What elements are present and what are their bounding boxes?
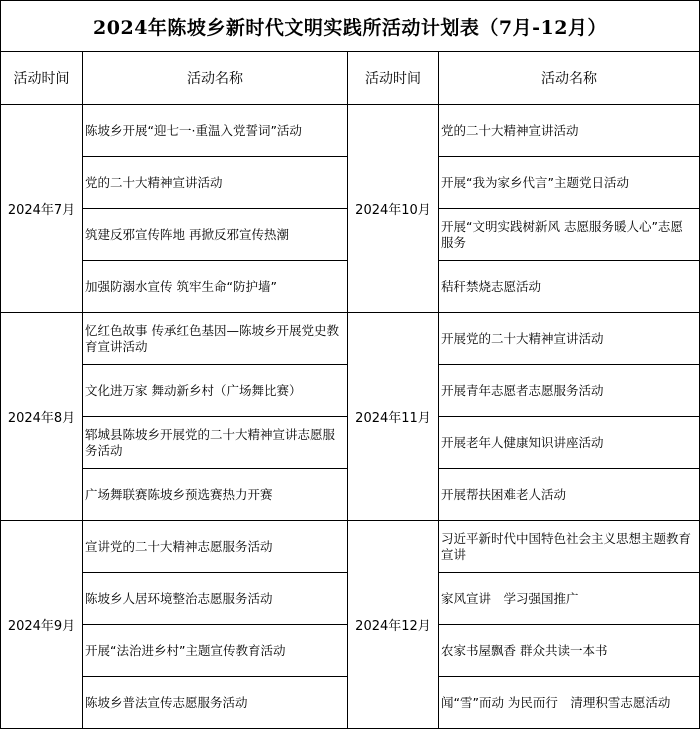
activity-cell-left: 筑建反邪宣传阵地 再掀反邪宣传热潮 xyxy=(83,209,348,261)
activity-cell-right: 开展“我为家乡代言”主题党日活动 xyxy=(439,157,700,209)
activity-cell-right: 开展帮扶困难老人活动 xyxy=(439,469,700,521)
header-name-right: 活动名称 xyxy=(439,52,700,105)
table-row xyxy=(1,105,700,157)
activity-cell-left: 郓城县陈坡乡开展党的二十大精神宣讲志愿服务活动 xyxy=(83,417,348,469)
activity-cell-right: 党的二十大精神宣讲活动 xyxy=(439,105,700,157)
activity-cell-right: 开展老年人健康知识讲座活动 xyxy=(439,417,700,469)
month-cell-right: 2024年12月 xyxy=(348,521,439,729)
activity-cell-left: 党的二十大精神宣讲活动 xyxy=(83,157,348,209)
activity-cell-left: 广场舞联赛陈坡乡预选赛热力开赛 xyxy=(83,469,348,521)
activity-cell-right: 习近平新时代中国特色社会主义思想主题教育宣讲 xyxy=(439,521,700,573)
activity-cell-left: 忆红色故事 传承红色基因—陈坡乡开展党史教育宣讲活动 xyxy=(83,313,348,365)
month-cell-left: 2024年9月 xyxy=(1,521,83,729)
activity-cell-right: 开展“文明实践树新风 志愿服务暖人心”志愿服务 xyxy=(439,209,700,261)
activity-cell-left: 文化进万家 舞动新乡村（广场舞比赛） xyxy=(83,365,348,417)
month-cell-left: 2024年8月 xyxy=(1,313,83,521)
activity-cell-right: 开展青年志愿者志愿服务活动 xyxy=(439,365,700,417)
table-title: 2024年陈坡乡新时代文明实践所活动计划表（7月-12月） xyxy=(1,1,700,52)
table-row xyxy=(1,521,700,573)
activity-cell-left: 加强防溺水宣传 筑牢生命“防护墙” xyxy=(83,261,348,313)
month-cell-right: 2024年10月 xyxy=(348,105,439,313)
activity-cell-left: 陈坡乡人居环境整治志愿服务活动 xyxy=(83,573,348,625)
header-name-left: 活动名称 xyxy=(83,52,348,105)
activity-cell-left: 陈坡乡普法宣传志愿服务活动 xyxy=(83,677,348,729)
activity-cell-right: 家风宣讲 学习强国推广 xyxy=(439,573,700,625)
activity-cell-left: 宣讲党的二十大精神志愿服务活动 xyxy=(83,521,348,573)
month-cell-right: 2024年11月 xyxy=(348,313,439,521)
activity-cell-right: 闻“雪”而动 为民而行 清理积雪志愿活动 xyxy=(439,677,700,729)
activity-cell-right: 开展党的二十大精神宣讲活动 xyxy=(439,313,700,365)
activity-cell-right: 秸秆禁烧志愿活动 xyxy=(439,261,700,313)
header-time-right: 活动时间 xyxy=(348,52,439,105)
activity-cell-left: 陈坡乡开展“迎七一·重温入党誓词”活动 xyxy=(83,105,348,157)
month-cell-left: 2024年7月 xyxy=(1,105,83,313)
activity-cell-left: 开展“法治进乡村”主题宣传教育活动 xyxy=(83,625,348,677)
table-row xyxy=(1,313,700,365)
activity-cell-right: 农家书屋飘香 群众共读一本书 xyxy=(439,625,700,677)
header-time-left: 活动时间 xyxy=(1,52,83,105)
